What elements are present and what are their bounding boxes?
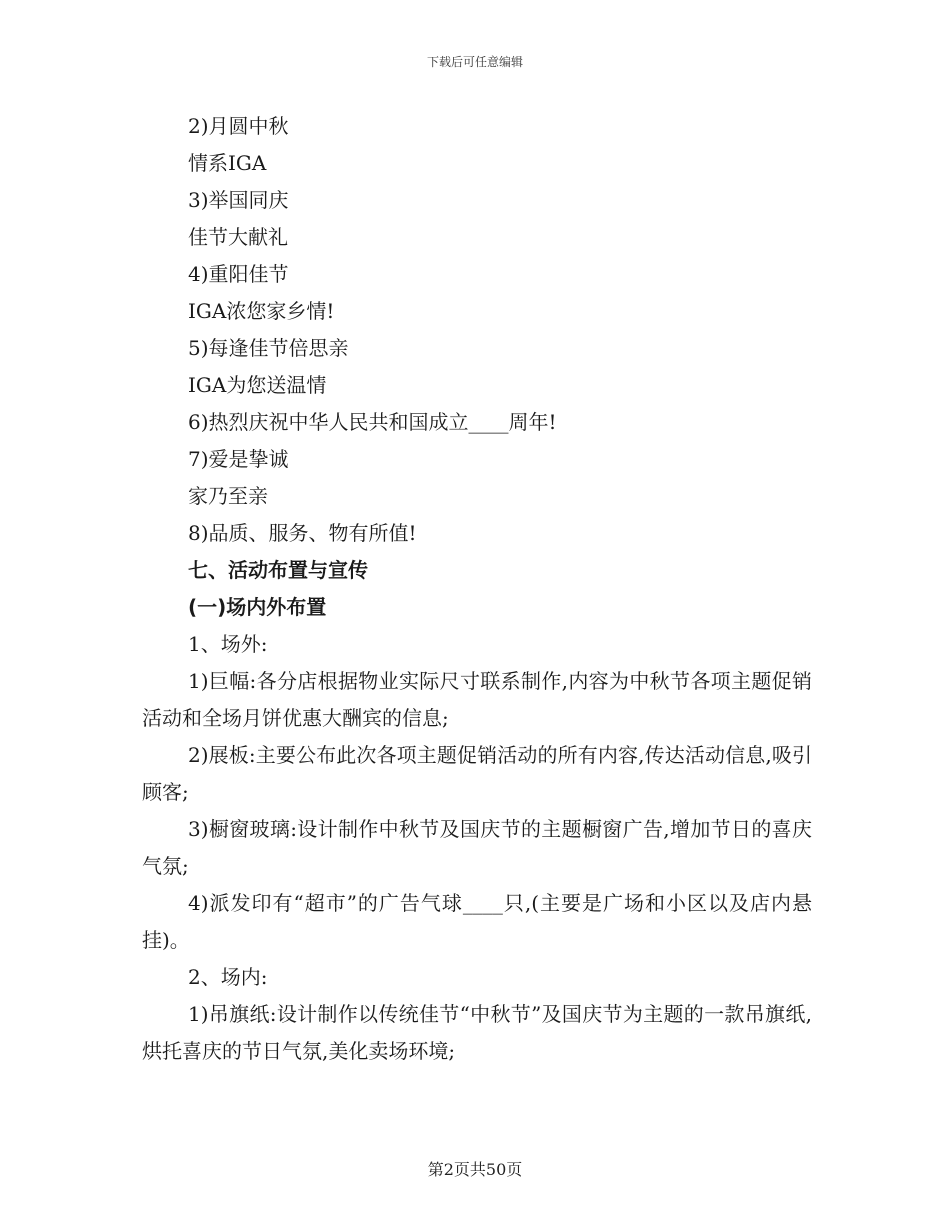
page-header-note: 下载后可任意编辑 xyxy=(426,55,523,69)
paragraph: 3)橱窗玻璃:设计制作中秋节及国庆节的主题橱窗广告,增加节日的喜庆气氛; xyxy=(142,817,812,878)
outside-label: 1、场外: xyxy=(188,632,268,656)
paragraph: 1)巨幅:各分店根据物业实际尺寸联系制作,内容为中秋节各项主题促销活动和全场月饼优惠大酬宾的信息; xyxy=(142,669,812,730)
page-number: 第2页共50页 xyxy=(427,1160,523,1179)
list-item: 4)重阳佳节 xyxy=(188,262,289,286)
list-item: 3)举国同庆 xyxy=(188,188,289,212)
list-item: 2)月圆中秋 xyxy=(188,114,289,138)
document-body xyxy=(142,108,812,1070)
list-item: 5)每逢佳节倍思亲 xyxy=(188,336,349,360)
list-item: 家乃至亲 xyxy=(188,484,268,508)
list-item: 情系IGA xyxy=(188,151,267,175)
list-item: IGA浓您家乡情! xyxy=(188,299,335,323)
paragraph: 1)吊旗纸:设计制作以传统佳节“中秋节”及国庆节为主题的一款吊旗纸,烘托喜庆的节日气氛,美化卖场环境; xyxy=(142,1002,812,1063)
list-item: 8)品质、服务、物有所值! xyxy=(188,521,417,545)
section-title: 七、活动布置与宣传 xyxy=(188,558,368,582)
list-item: 6)热烈庆祝中华人民共和国成立____周年! xyxy=(188,410,557,434)
paragraph: 4)派发印有“超市”的广告气球____只,(主要是广场和小区以及店内悬挂)。 xyxy=(142,891,812,952)
paragraph: 2)展板:主要公布此次各项主题促销活动的所有内容,传达活动信息,吸引顾客; xyxy=(142,743,812,804)
subsection-title: (一)场内外布置 xyxy=(188,595,327,619)
inside-label: 2、场内: xyxy=(188,965,268,989)
list-item: 7)爱是挚诚 xyxy=(188,447,289,471)
list-item: 佳节大献礼 xyxy=(188,225,288,249)
list-item: IGA为您送温情 xyxy=(188,373,327,397)
